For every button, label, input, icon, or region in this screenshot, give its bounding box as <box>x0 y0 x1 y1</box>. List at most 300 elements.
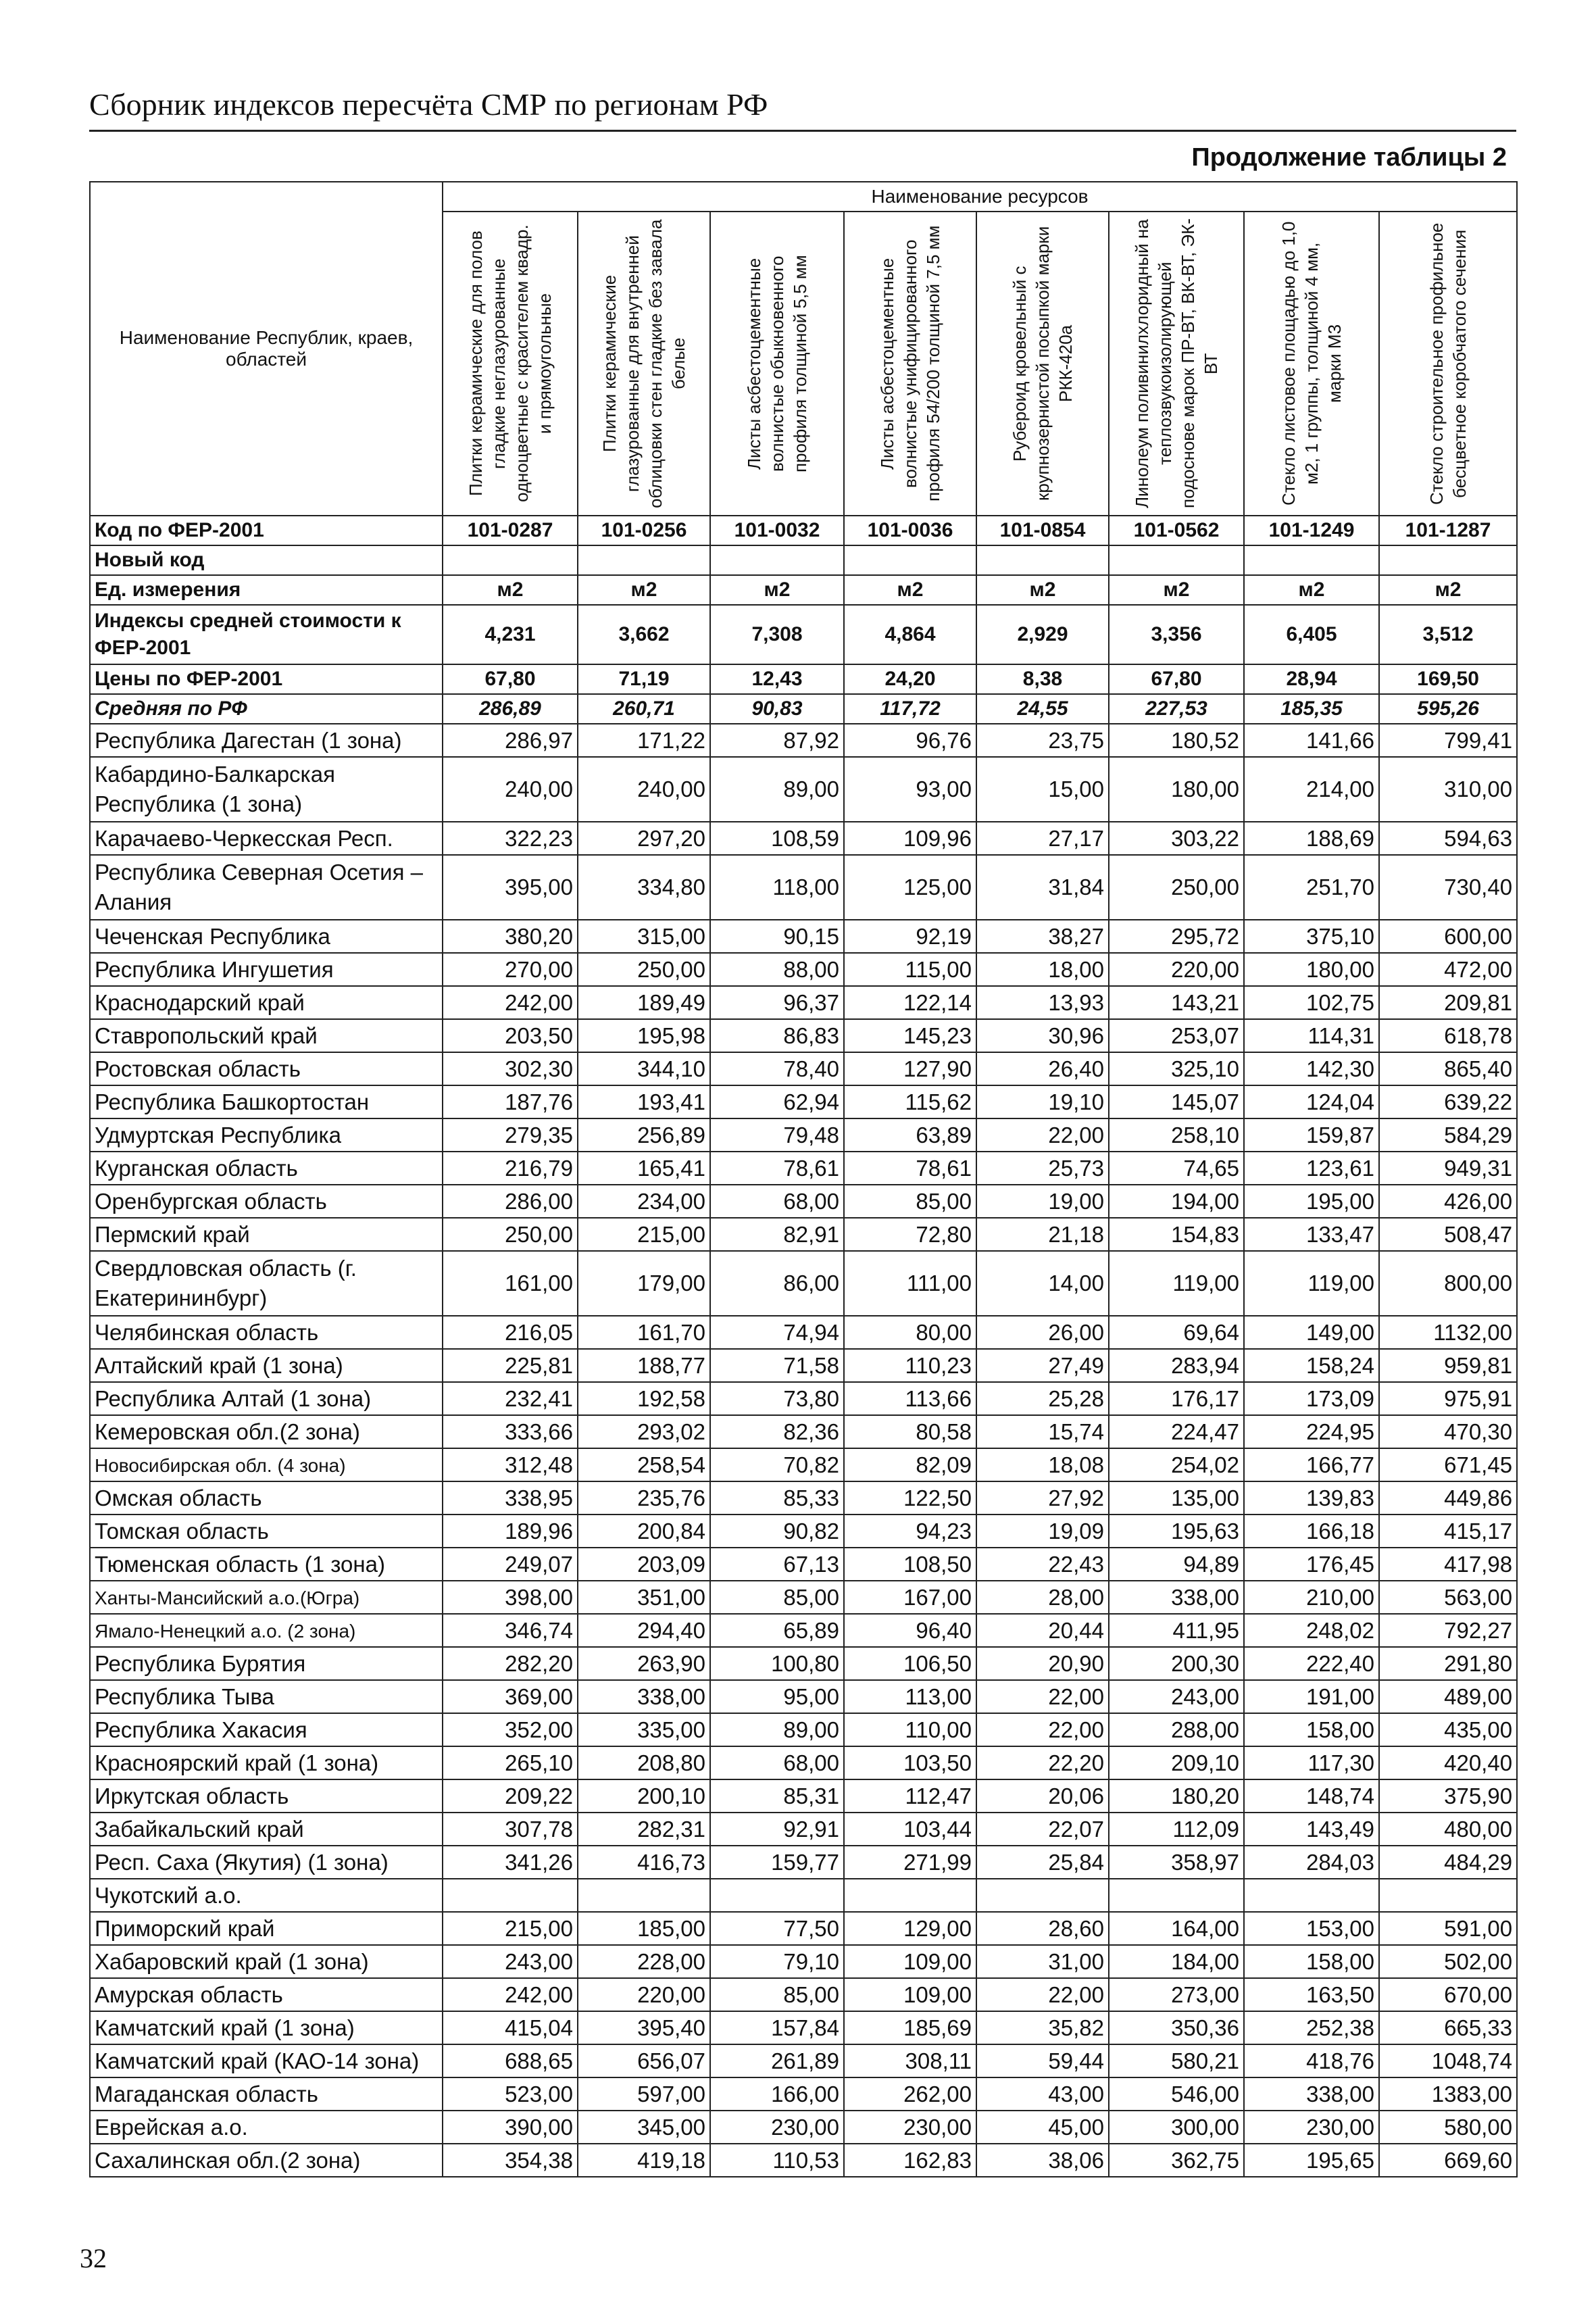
value-cell: 258,10 <box>1109 1118 1244 1152</box>
value-cell: 250,00 <box>578 953 710 986</box>
value-cell: 670,00 <box>1379 1978 1517 2011</box>
index-row-cell: 7,308 <box>710 605 844 664</box>
region-name <box>90 953 443 986</box>
value-cell: 27,49 <box>976 1349 1109 1382</box>
value-cell: 110,23 <box>844 1349 976 1382</box>
value-cell: 261,89 <box>710 2044 844 2077</box>
index-row-cell: 2,929 <box>976 605 1109 664</box>
region-name <box>90 1349 443 1382</box>
value-cell: 108,50 <box>844 1548 976 1581</box>
value-cell: 31,00 <box>976 1945 1109 1978</box>
value-cell: 249,07 <box>443 1548 578 1581</box>
value-cell: 180,20 <box>1109 1779 1244 1813</box>
unit-row-cell: м2 <box>578 575 710 605</box>
new-code-row-cell <box>1109 545 1244 575</box>
region-label: Удмуртская Республика <box>95 1122 342 1148</box>
value-cell: 94,89 <box>1109 1548 1244 1581</box>
unit-row-cell: м2 <box>1244 575 1379 605</box>
value-cell: 112,09 <box>1109 1813 1244 1846</box>
value-cell <box>976 1879 1109 1912</box>
region-label: Свердловская область (г. Екатерининбург) <box>95 1256 357 1310</box>
value-cell: 563,00 <box>1379 1581 1517 1614</box>
value-cell: 122,14 <box>844 986 976 1019</box>
value-cell: 415,17 <box>1379 1515 1517 1548</box>
value-cell: 195,98 <box>578 1019 710 1052</box>
value-cell: 250,00 <box>443 1218 578 1251</box>
value-cell: 166,77 <box>1244 1448 1379 1481</box>
continuation-title: Продолжение таблицы 2 <box>1191 143 1507 172</box>
value-cell: 188,77 <box>578 1349 710 1382</box>
value-cell: 949,31 <box>1379 1152 1517 1185</box>
value-cell: 92,19 <box>844 920 976 953</box>
region-label: Респ. Саха (Якутия) (1 зона) <box>95 1849 389 1875</box>
value-cell: 224,95 <box>1244 1415 1379 1448</box>
value-cell: 282,20 <box>443 1647 578 1680</box>
region-label: Краснодарский край <box>95 989 305 1015</box>
value-cell: 243,00 <box>443 1945 578 1978</box>
value-cell: 230,00 <box>710 2111 844 2144</box>
value-cell: 375,90 <box>1379 1779 1517 1813</box>
value-cell: 1383,00 <box>1379 2077 1517 2111</box>
value-cell: 77,50 <box>710 1912 844 1945</box>
value-cell <box>578 1879 710 1912</box>
unit-row-cell: м2 <box>844 575 976 605</box>
value-cell: 22,43 <box>976 1548 1109 1581</box>
value-cell: 82,36 <box>710 1415 844 1448</box>
value-cell: 161,70 <box>578 1316 710 1349</box>
value-cell: 297,20 <box>578 822 710 855</box>
table-row <box>90 1251 1517 1316</box>
price-row-cell: 67,80 <box>443 664 578 694</box>
value-cell: 283,94 <box>1109 1349 1244 1382</box>
table-row <box>90 1846 1517 1879</box>
value-cell: 13,93 <box>976 986 1109 1019</box>
value-cell <box>1244 1879 1379 1912</box>
table-row <box>90 1912 1517 1945</box>
value-cell: 22,00 <box>976 1680 1109 1713</box>
value-cell: 228,00 <box>578 1945 710 1978</box>
region-label: Ханты-Мансийский а.о.(Югра) <box>95 1587 360 1608</box>
region-name <box>90 1085 443 1118</box>
index-row-cell: 6,405 <box>1244 605 1379 664</box>
resource-name: Линолеум поливинилхлоридный на теплозвукоизолирующей подоснове марок ПР-ВТ, ВК-ВТ, ЭК-ВТ <box>1132 218 1221 509</box>
table-row <box>90 1746 1517 1779</box>
value-cell: 78,61 <box>844 1152 976 1185</box>
region-label: Кемеровская обл.(2 зона) <box>95 1419 360 1444</box>
table-row <box>90 986 1517 1019</box>
value-cell: 216,05 <box>443 1316 578 1349</box>
value-cell: 102,75 <box>1244 986 1379 1019</box>
region-label: Иркутская область <box>95 1783 289 1808</box>
index-row-cell: 3,662 <box>578 605 710 664</box>
value-cell: 216,79 <box>443 1152 578 1185</box>
value-cell: 123,61 <box>1244 1152 1379 1185</box>
value-cell: 234,00 <box>578 1185 710 1218</box>
index-row-cell: 3,512 <box>1379 605 1517 664</box>
value-cell: 240,00 <box>578 757 710 822</box>
value-cell: 508,47 <box>1379 1218 1517 1251</box>
value-cell: 171,22 <box>578 724 710 757</box>
value-cell: 253,07 <box>1109 1019 1244 1052</box>
value-cell: 149,00 <box>1244 1316 1379 1349</box>
value-cell: 158,00 <box>1244 1945 1379 1978</box>
value-cell: 176,45 <box>1244 1548 1379 1581</box>
resource-header <box>710 212 844 516</box>
value-cell: 78,61 <box>710 1152 844 1185</box>
value-cell: 79,48 <box>710 1118 844 1152</box>
value-cell: 395,40 <box>578 2011 710 2044</box>
average-row-cell: 286,89 <box>443 694 578 724</box>
value-cell: 189,96 <box>443 1515 578 1548</box>
value-cell: 141,66 <box>1244 724 1379 757</box>
value-cell: 220,00 <box>1109 953 1244 986</box>
price-index-table <box>89 181 1518 2177</box>
table-row <box>90 920 1517 953</box>
unit-row <box>90 575 1517 605</box>
resource-name: Листы асбестоцементные волнистые обыкновенного профиля толщиной 5,5 мм <box>744 255 810 472</box>
value-cell: 119,00 <box>1109 1251 1244 1316</box>
value-cell: 303,22 <box>1109 822 1244 855</box>
table-row <box>90 953 1517 986</box>
value-cell: 109,96 <box>844 822 976 855</box>
table-row <box>90 1713 1517 1746</box>
value-cell: 390,00 <box>443 2111 578 2144</box>
value-cell: 273,00 <box>1109 1978 1244 2011</box>
value-cell: 335,00 <box>578 1713 710 1746</box>
value-cell: 86,00 <box>710 1251 844 1316</box>
header-divider <box>89 130 1516 132</box>
value-cell: 96,76 <box>844 724 976 757</box>
value-cell: 294,40 <box>578 1614 710 1647</box>
value-cell: 338,00 <box>1244 2077 1379 2111</box>
value-cell: 194,00 <box>1109 1185 1244 1218</box>
value-cell: 286,97 <box>443 724 578 757</box>
value-cell: 145,23 <box>844 1019 976 1052</box>
value-cell: 31,84 <box>976 855 1109 920</box>
resource-header <box>844 212 976 516</box>
value-cell: 265,10 <box>443 1746 578 1779</box>
table-row <box>90 1779 1517 1813</box>
value-cell: 80,00 <box>844 1316 976 1349</box>
code-row-cell: 101-0032 <box>710 516 844 545</box>
value-cell: 435,00 <box>1379 1713 1517 1746</box>
value-cell <box>710 1879 844 1912</box>
value-cell: 14,00 <box>976 1251 1109 1316</box>
region-name <box>90 1152 443 1185</box>
value-cell: 180,00 <box>1109 757 1244 822</box>
table-row <box>90 2011 1517 2044</box>
table-row <box>90 1978 1517 2011</box>
table-row <box>90 1415 1517 1448</box>
table-row <box>90 1481 1517 1515</box>
new-code-row-cell <box>844 545 976 575</box>
region-label: Магаданская область <box>95 2081 318 2107</box>
page-number: 32 <box>80 2243 107 2273</box>
value-cell: 45,00 <box>976 2111 1109 2144</box>
price-row-cell: 8,38 <box>976 664 1109 694</box>
value-cell: 19,10 <box>976 1085 1109 1118</box>
unit-row-cell: м2 <box>710 575 844 605</box>
value-cell: 158,00 <box>1244 1713 1379 1746</box>
value-cell: 375,10 <box>1244 920 1379 953</box>
value-cell: 65,89 <box>710 1614 844 1647</box>
value-cell: 215,00 <box>443 1912 578 1945</box>
value-cell: 597,00 <box>578 2077 710 2111</box>
value-cell: 235,76 <box>578 1481 710 1515</box>
value-cell: 865,40 <box>1379 1052 1517 1085</box>
value-cell: 282,31 <box>578 1813 710 1846</box>
value-cell: 656,07 <box>578 2044 710 2077</box>
value-cell: 78,40 <box>710 1052 844 1085</box>
region-name <box>90 1581 443 1614</box>
value-cell: 153,00 <box>1244 1912 1379 1945</box>
value-cell: 122,50 <box>844 1481 976 1515</box>
value-cell: 142,30 <box>1244 1052 1379 1085</box>
value-cell: 395,00 <box>443 855 578 920</box>
value-cell <box>1379 1879 1517 1912</box>
value-cell: 489,00 <box>1379 1680 1517 1713</box>
value-cell: 108,59 <box>710 822 844 855</box>
unit-row-cell: м2 <box>1379 575 1517 605</box>
value-cell: 220,00 <box>578 1978 710 2011</box>
value-cell: 591,00 <box>1379 1912 1517 1945</box>
value-cell: 270,00 <box>443 953 578 986</box>
region-label: Республика Алтай (1 зона) <box>95 1385 372 1411</box>
value-cell: 143,21 <box>1109 986 1244 1019</box>
unit-row-cell: м2 <box>976 575 1109 605</box>
average-row <box>90 694 1517 724</box>
average-row-label: Средняя по РФ <box>90 694 443 724</box>
value-cell: 203,50 <box>443 1019 578 1052</box>
region-name <box>90 855 443 920</box>
value-cell: 161,00 <box>443 1251 578 1316</box>
value-cell: 43,00 <box>976 2077 1109 2111</box>
value-cell: 20,06 <box>976 1779 1109 1813</box>
table-row <box>90 855 1517 920</box>
region-name <box>90 2111 443 2144</box>
value-cell: 62,94 <box>710 1085 844 1118</box>
value-cell: 210,00 <box>1244 1581 1379 1614</box>
value-cell: 90,82 <box>710 1515 844 1548</box>
value-cell: 416,73 <box>578 1846 710 1879</box>
value-cell: 173,09 <box>1244 1382 1379 1415</box>
table-row <box>90 1581 1517 1614</box>
table-row <box>90 1879 1517 1912</box>
region-name <box>90 1515 443 1548</box>
value-cell: 162,83 <box>844 2144 976 2177</box>
value-cell: 279,35 <box>443 1118 578 1152</box>
region-name <box>90 1415 443 1448</box>
value-cell: 580,00 <box>1379 2111 1517 2144</box>
value-cell: 665,33 <box>1379 2011 1517 2044</box>
value-cell: 358,97 <box>1109 1846 1244 1879</box>
price-row-label: Цены по ФЕР-2001 <box>90 664 443 694</box>
value-cell: 480,00 <box>1379 1813 1517 1846</box>
region-label: Карачаево-Черкесская Респ. <box>95 825 393 851</box>
value-cell: 369,00 <box>443 1680 578 1713</box>
region-name <box>90 1448 443 1481</box>
value-cell: 38,06 <box>976 2144 1109 2177</box>
value-cell: 59,44 <box>976 2044 1109 2077</box>
value-cell: 380,20 <box>443 920 578 953</box>
value-cell: 185,00 <box>578 1912 710 1945</box>
value-cell: 189,49 <box>578 986 710 1019</box>
value-cell: 338,00 <box>1109 1581 1244 1614</box>
value-cell: 19,00 <box>976 1185 1109 1218</box>
value-cell: 180,00 <box>1244 953 1379 986</box>
table-row <box>90 2077 1517 2111</box>
resource-header <box>1379 212 1517 516</box>
value-cell: 90,15 <box>710 920 844 953</box>
code-row-cell: 101-0854 <box>976 516 1109 545</box>
value-cell: 27,92 <box>976 1481 1109 1515</box>
document-header: Сборник индексов пересчёта СМР по регионам РФ <box>89 87 768 122</box>
value-cell: 232,41 <box>443 1382 578 1415</box>
region-name <box>90 1218 443 1251</box>
value-cell: 184,00 <box>1109 1945 1244 1978</box>
value-cell: 167,00 <box>844 1581 976 1614</box>
code-row-cell: 101-1287 <box>1379 516 1517 545</box>
region-name <box>90 1548 443 1581</box>
code-row-cell: 101-0562 <box>1109 516 1244 545</box>
region-name <box>90 1019 443 1052</box>
value-cell: 74,94 <box>710 1316 844 1349</box>
value-cell: 242,00 <box>443 1978 578 2011</box>
value-cell: 419,18 <box>578 2144 710 2177</box>
value-cell: 96,37 <box>710 986 844 1019</box>
price-row-cell: 12,43 <box>710 664 844 694</box>
new-code-row-cell <box>976 545 1109 575</box>
value-cell: 209,22 <box>443 1779 578 1813</box>
region-name <box>90 724 443 757</box>
value-cell: 38,27 <box>976 920 1109 953</box>
code-row-cell: 101-0256 <box>578 516 710 545</box>
value-cell: 338,95 <box>443 1481 578 1515</box>
index-row-cell: 4,231 <box>443 605 578 664</box>
value-cell: 111,00 <box>844 1251 976 1316</box>
value-cell: 669,60 <box>1379 2144 1517 2177</box>
value-cell: 176,17 <box>1109 1382 1244 1415</box>
value-cell: 730,40 <box>1379 855 1517 920</box>
value-cell: 118,00 <box>710 855 844 920</box>
value-cell: 191,00 <box>1244 1680 1379 1713</box>
value-cell: 307,78 <box>443 1813 578 1846</box>
value-cell: 115,00 <box>844 953 976 986</box>
value-cell: 87,92 <box>710 724 844 757</box>
value-cell: 20,90 <box>976 1647 1109 1680</box>
region-label: Камчатский край (1 зона) <box>95 2015 355 2040</box>
resource-name: Плитки керамические глазурованные для внутренней облицовки стен гладкие без завала белые <box>599 219 689 508</box>
value-cell: 263,90 <box>578 1647 710 1680</box>
value-cell: 420,40 <box>1379 1746 1517 1779</box>
value-cell: 251,70 <box>1244 855 1379 920</box>
value-cell: 243,00 <box>1109 1680 1244 1713</box>
value-cell: 115,62 <box>844 1085 976 1118</box>
value-cell: 18,00 <box>976 953 1109 986</box>
value-cell: 1048,74 <box>1379 2044 1517 2077</box>
value-cell: 208,80 <box>578 1746 710 1779</box>
value-cell: 256,89 <box>578 1118 710 1152</box>
table-row <box>90 1218 1517 1251</box>
table-row <box>90 1647 1517 1680</box>
value-cell: 106,50 <box>844 1647 976 1680</box>
new-code-row-cell <box>1244 545 1379 575</box>
value-cell: 195,65 <box>1244 2144 1379 2177</box>
region-label: Пермский край <box>95 1221 250 1247</box>
region-label: Томская область <box>95 1518 269 1544</box>
table-row <box>90 724 1517 757</box>
table-row <box>90 2144 1517 2177</box>
value-cell: 580,21 <box>1109 2044 1244 2077</box>
value-cell: 93,00 <box>844 757 976 822</box>
region-name <box>90 1713 443 1746</box>
table-row <box>90 1152 1517 1185</box>
value-cell: 133,47 <box>1244 1218 1379 1251</box>
value-cell: 27,17 <box>976 822 1109 855</box>
value-cell: 22,00 <box>976 1713 1109 1746</box>
value-cell: 354,38 <box>443 2144 578 2177</box>
new-code-row <box>90 545 1517 575</box>
region-name <box>90 1978 443 2011</box>
new-code-row-cell <box>1379 545 1517 575</box>
value-cell: 68,00 <box>710 1185 844 1218</box>
table-row <box>90 1945 1517 1978</box>
table-row <box>90 1185 1517 1218</box>
new-code-row-cell <box>443 545 578 575</box>
value-cell: 286,00 <box>443 1185 578 1218</box>
value-cell: 688,65 <box>443 2044 578 2077</box>
value-cell: 308,11 <box>844 2044 976 2077</box>
region-label: Амурская область <box>95 1981 283 2007</box>
region-name <box>90 1680 443 1713</box>
region-name <box>90 1879 443 1912</box>
resource-header <box>443 212 578 516</box>
table-row <box>90 1382 1517 1415</box>
region-name <box>90 822 443 855</box>
value-cell: 80,58 <box>844 1415 976 1448</box>
code-row-cell: 101-0036 <box>844 516 976 545</box>
resource-name: Рубероид кровельный с крупнозернистой посыпкой марки РКК-420а <box>1009 226 1076 501</box>
index-row-cell: 4,864 <box>844 605 976 664</box>
value-cell: 195,63 <box>1109 1515 1244 1548</box>
value-cell: 426,00 <box>1379 1185 1517 1218</box>
average-row-cell: 90,83 <box>710 694 844 724</box>
value-cell: 79,10 <box>710 1945 844 1978</box>
value-cell: 71,58 <box>710 1349 844 1382</box>
value-cell: 109,00 <box>844 1978 976 2011</box>
value-cell: 25,84 <box>976 1846 1109 1879</box>
region-name <box>90 1052 443 1085</box>
resource-header <box>1109 212 1244 516</box>
resource-name: Листы асбестоцементные волнистые унифицированного профиля 54/200 толщиной 7,5 мм <box>877 225 943 502</box>
table-row <box>90 1085 1517 1118</box>
value-cell: 959,81 <box>1379 1349 1517 1382</box>
value-cell: 250,00 <box>1109 855 1244 920</box>
value-cell: 315,00 <box>578 920 710 953</box>
value-cell: 94,23 <box>844 1515 976 1548</box>
price-row-cell: 67,80 <box>1109 664 1244 694</box>
value-cell: 100,80 <box>710 1647 844 1680</box>
value-cell: 799,41 <box>1379 724 1517 757</box>
value-cell: 618,78 <box>1379 1019 1517 1052</box>
value-cell: 484,29 <box>1379 1846 1517 1879</box>
region-label: Сахалинская обл.(2 зона) <box>95 2147 361 2173</box>
value-cell: 117,30 <box>1244 1746 1379 1779</box>
value-cell: 85,00 <box>710 1978 844 2011</box>
value-cell: 310,00 <box>1379 757 1517 822</box>
region-label: Ростовская область <box>95 1056 301 1081</box>
region-label: Новосибирская обл. (4 зона) <box>95 1454 346 1476</box>
